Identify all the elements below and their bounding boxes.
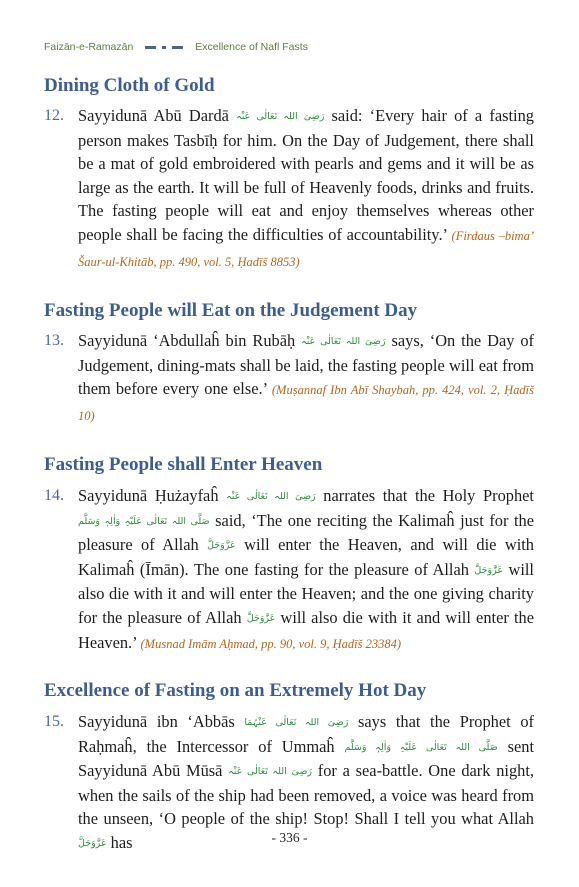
entry-number: 12. xyxy=(44,107,64,124)
honorific-glyph: عَزَّوَجَلَّ xyxy=(207,540,236,552)
reference-citation: (Firdaus –bima’ Šaur-ul-Khitāb, pp. 490, vol. 5, Ḥadīš 8853) xyxy=(78,228,535,269)
section-heading: Fasting People shall Enter Heaven xyxy=(44,454,323,475)
honorific-glyph: صَلَّی اللہ تَعَالٰی عَلَیْہِ وَاٰلِہٖ وَسَلَّم xyxy=(78,515,210,527)
entry-14 xyxy=(44,484,534,656)
section-heading: Fasting People will Eat on the Judgement Day xyxy=(44,300,418,321)
honorific-glyph: رَضِیَ اللہ تَعَالٰی عَنْہ xyxy=(226,491,316,502)
honorific-glyph: رَضِیَ اللہ تَعَالٰی عَنْہ xyxy=(301,336,386,347)
running-header xyxy=(44,39,308,55)
honorific-glyph: رَضِیَ اللہ تَعَالٰی عَنْہ xyxy=(236,111,325,122)
honorific-glyph: عَزَّوَجَلَّ xyxy=(78,837,107,849)
honorific-glyph: صَلَّی اللہ تَعَالٰی عَلَیْہِ وَاٰلِہٖ وَسَلَّم xyxy=(344,741,498,753)
honorific-glyph: رَضِیَ اللہ تَعَالٰی عَنْہ xyxy=(228,766,313,778)
reference-citation: (Musnad Imām Aḥmad, pp. 90, vol. 9, Ḥadīš 23384) xyxy=(140,636,402,651)
honorific-glyph: عَزَّوَجَلَّ xyxy=(246,612,276,624)
chapter-title: Excellence of Nafl Fasts xyxy=(195,41,308,53)
entry-number: 14. xyxy=(44,487,64,504)
honorific-glyph: رَضِیَ اللہ تَعَالٰی عَنْہُمَا xyxy=(244,717,349,728)
section-heading: Excellence of Fasting on an Extremely Hot Day xyxy=(44,680,427,701)
header-separator-icon xyxy=(142,46,186,49)
entry-number: 15. xyxy=(44,713,64,730)
page-number: - 336 - xyxy=(271,830,308,845)
entry-text: Sayyidunā Abū Dardā رَضِیَ اللہ تَعَالٰی عَنْہ said: ‘Every hair of a fasting person makes Tasbīḥ for him. On the Day of Judgement, there shall be a mat of gold embroidered with pearls and gems and it will be as large as the earth. It will be full of Heavenly foods, drinks and fruits. The fasting people will eat and enjoy themselves whereas other people shall be facing the difficulties of accountability.’ (Firdaus –bima’ Šaur-ul-Khitāb, pp. 490, vol. 5, Ḥadīš 8853) xyxy=(78,106,535,269)
reference-citation: (Muṣannaf Ibn Abī Shaybah, pp. 424, vol. 2, Ḥadīš 10) xyxy=(78,383,534,423)
entry-number: 13. xyxy=(44,332,64,349)
entry-12 xyxy=(44,104,534,274)
entry-text: Sayyidunā ibn ‘Abbās رَضِیَ اللہ تَعَالٰی عَنْہُمَا says that the Prophet of Raḥmaĥ, the Intercessor of Ummaĥ صَلَّی اللہ تَعَالٰی عَلَیْہِ وَاٰلِہٖ وَسَلَّم sent Sayyidunā Abū Mūsā رَضِیَ اللہ تَعَالٰی عَنْہ for a sea-battle. One dark night, when the sails of the ship had been removed, a voice was heard from the unseen, ‘O people of the ship! Stop! Shall I tell you what Allah عَزَّوَجَلَّ has xyxy=(78,712,535,852)
honorific-glyph: عَزَّوَجَلَّ xyxy=(474,564,503,576)
section-heading: Dining Cloth of Gold xyxy=(44,75,215,96)
book-title: Faizān-e-Ramazān xyxy=(44,41,134,53)
entry-text: Sayyidunā Ḥużayfaĥ رَضِیَ اللہ تَعَالٰی عَنْہ narrates that the Holy Prophet صَلَّی اللہ تَعَالٰی عَلَیْہِ وَاٰلِہٖ وَسَلَّم said, ‘The one reciting the Kalimaĥ just for the pleasure of Allah عَزَّوَجَلَّ will enter the Heaven, and will die with Kalimaĥ (Īmān). The one fasting for the pleasure of Allah عَزَّوَجَلَّ will also die with it and will enter the Heaven; and the one giving charity for the pleasure of Allah عَزَّوَجَلَّ will also die with it and will enter the Heaven.’ (Musnad Imām Aḥmad, pp. 90, vol. 9, Ḥadīš 23384) xyxy=(78,486,535,652)
entry-13 xyxy=(44,329,534,428)
entry-text: Sayyidunā ‘Abdullaĥ bin Rubāḥ رَضِیَ اللہ تَعَالٰی عَنْہ says, ‘On the Day of Judgement, dining-mats shall be laid, the fasting people will eat from them before every one else.’ (Muṣannaf Ibn Abī Shaybah, pp. 424, vol. 2, Ḥadīš 10) xyxy=(78,331,534,423)
